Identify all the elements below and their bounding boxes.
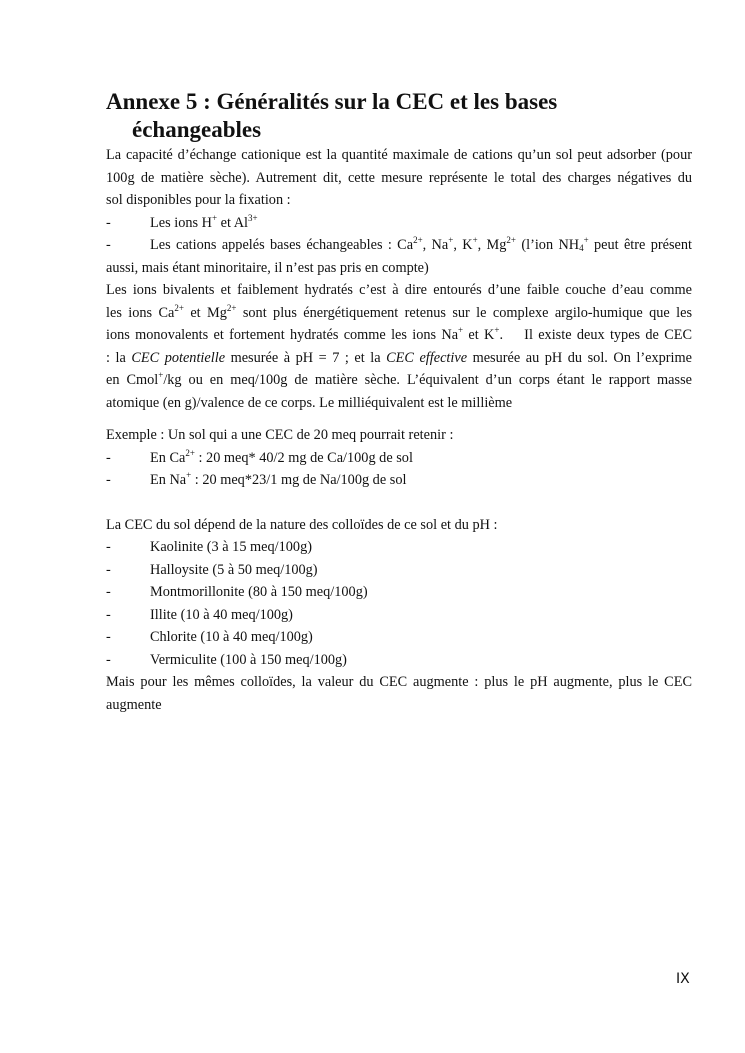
list-item: - Halloysite (5 à 50 meq/100g)	[106, 561, 318, 578]
list-item: - Vermiculite (100 à 150 meq/100g)	[106, 651, 347, 668]
intro-line: La capacité d’échange cationique est la quantité maximale de cations qu’un sol peut adsorber (pour	[106, 147, 692, 163]
list-dash: -	[106, 214, 111, 231]
list-dash: -	[106, 472, 111, 488]
intro-line: sol disponibles pour la fixation :	[106, 192, 291, 208]
conclusion-paragraph: Mais pour les mêmes colloïdes, la valeur du CEC augmente : plus le pH augmente, plus le CEC augmente	[106, 674, 692, 713]
colloid-list	[106, 536, 692, 671]
list-item: - Kaolinite (3 à 15 meq/100g)	[106, 539, 312, 555]
bivalent-paragraph: Les ions bivalents et faiblement hydratés c’est à dire entourés d’une faible couche d’eau comme les ions $Ca^{2+}$ et $Mg^{2+}$ sont plus énergétiquement retenus sur le complexe argilo-humique que les ions monovalents et fortement hydratés comme les ions Na+ et K+. Il existe deux types de CEC : la CEC potentielle mesurée à pH = 7 ; et la CEC effective mesurée au pH du sol. On l’exprime en Cmol+/kg ou en meq/100g de matière sèche. L’équivalent d’un corps étant le rapport masse atomique (en g)/valence de ce corps. Le milliéquivalent est le millième	[106, 282, 693, 411]
list-item-h-al: - Les ions H+ et $Al^{3+}$	[106, 212, 692, 235]
list-item: - Illite (10 à 40 meq/100g)	[106, 606, 293, 623]
list-item: - Montmorillonite (80 à 150 meq/100g)	[106, 584, 368, 600]
example-item-ca: - En $Ca^{2+}$ : 20 meq* 40/2 mg de Ca/100g de sol	[106, 447, 692, 470]
example-intro: Exemple : Un sol qui a une CEC de 20 meq pourrait retenir :	[106, 427, 454, 443]
page-number: IX	[676, 971, 690, 987]
page-content	[106, 88, 692, 716]
intro-paragraph	[106, 144, 692, 212]
list-item-bases: - Les cations appelés bases échangeables : $Ca^{2+}$, Na+, K+, $Mg^{2+}$ (l’ion $NH_4^+$ peut être présent	[106, 234, 692, 257]
list-item: - Chlorite (10 à 40 meq/100g)	[106, 629, 313, 645]
colloids-intro: La CEC du sol dépend de la nature des colloïdes de ce sol et du pH :	[106, 516, 498, 533]
list-dash: -	[106, 449, 111, 466]
list-dash: -	[106, 237, 111, 253]
page-title: Annexe 5 : Généralités sur la CEC et les bases échangeables	[106, 89, 558, 142]
example-item-na: - En Na+ : 20 meq*23/1 mg de Na/100g de sol	[106, 469, 692, 492]
intro-line: 100g de matière sèche). Autrement dit, cette mesure représente le total des charges négatives du	[106, 169, 692, 186]
list-item-continuation: aussi, mais étant minoritaire, il n’est pas pris en compte)	[106, 259, 429, 276]
